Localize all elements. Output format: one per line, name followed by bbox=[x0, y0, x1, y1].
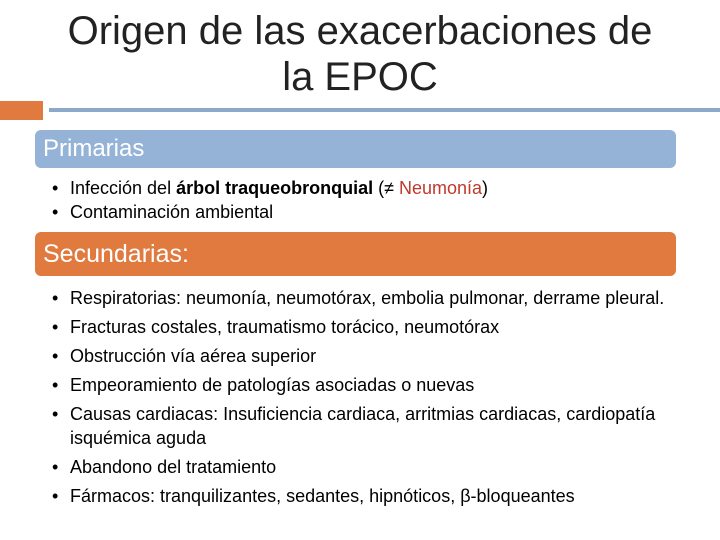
list-item: • Respiratorias: neumonía, neumotórax, embolia pulmonar, derrame pleural. bbox=[52, 286, 672, 310]
list-item: • Fracturas costales, traumatismo torácico, neumotórax bbox=[52, 315, 672, 339]
secondary-section-header: Secundarias: bbox=[35, 232, 676, 276]
list-item: • Causas cardiacas: Insuficiencia cardiaca, arritmias cardiacas, cardiopatía isquémica aguda bbox=[52, 402, 672, 450]
accent-bar-orange bbox=[0, 101, 43, 120]
list-item: • Fármacos: tranquilizantes, sedantes, hipnóticos, β-bloqueantes bbox=[52, 484, 672, 508]
not-equal-symbol: ≠ bbox=[384, 178, 394, 198]
slide-title bbox=[0, 8, 720, 100]
primary-section-header: Primarias bbox=[35, 130, 676, 168]
list-item: • Obstrucción vía aérea superior bbox=[52, 344, 672, 368]
slide-title-line2: la EPOC bbox=[282, 55, 438, 99]
primary-list bbox=[52, 176, 672, 224]
accent-line-blue bbox=[49, 108, 720, 112]
secondary-list bbox=[52, 286, 672, 513]
list-item: • Infección del árbol traqueobronquial (≠ Neumonía) bbox=[52, 176, 672, 200]
list-item: • Empeoramiento de patologías asociadas o nuevas bbox=[52, 373, 672, 397]
slide-title-line1: Origen de las exacerbaciones de bbox=[67, 9, 653, 53]
list-item: • Contaminación ambiental bbox=[52, 200, 672, 224]
list-item: • Abandono del tratamiento bbox=[52, 455, 672, 479]
